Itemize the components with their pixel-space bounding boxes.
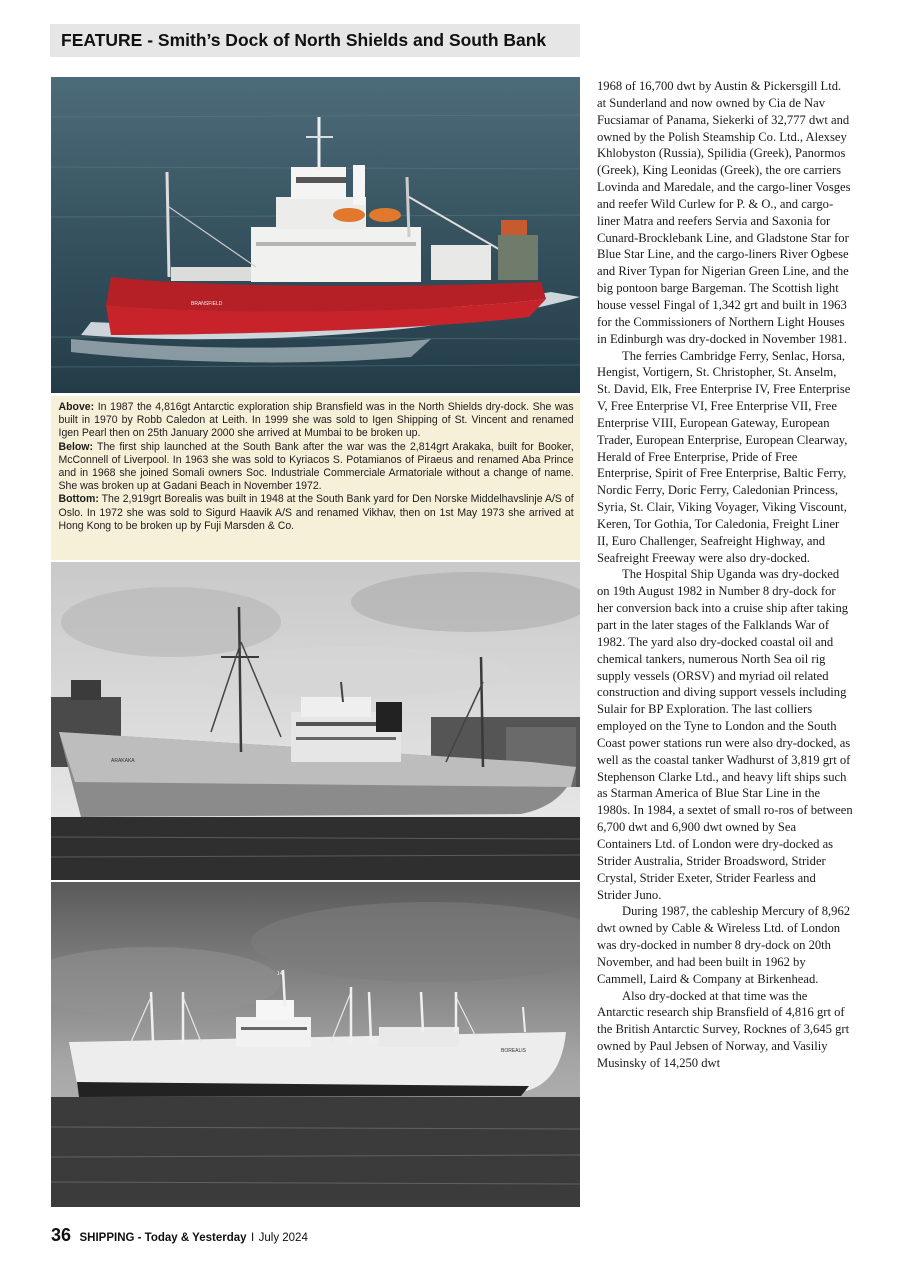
page-footer xyxy=(51,1225,308,1246)
article-paragraph: 1968 of 16,700 dwt by Austin & Pickersgill Ltd. at Sunderland and now owned by Cia de Nav Fucsiamar of Panama, Siekerki of 32,777 dwt and owned by the Polish Steamship Co. Ltd., Alexsey Khlobyston (Russia), Spilidia (Greek), Panormos (Greek), King Leonidas (Greek), the ore carriers Lovinda and Maredale, and the cargo-liner Vosges and reefer Wild Curlew for P. & O., and cargo-liner Matra and reefers Servia and Saxonia for Cunard-Brocklebank Line, and Gladstone Star for Blue Star Line, and the cargo-liners River Ogbese and River Typan for Nigerian Green Line, and the big pontoon barge Bargeman. The Scottish light house vessel Fingal of 1,342 grt and built in 1963 for the Commissioners of Northern Light Houses in Edinburgh was dry-docked in November 1981. xyxy=(597,79,851,346)
page-number: 36 xyxy=(51,1225,72,1245)
caption-bottom: Bottom: The 2,919grt Borealis was built in 1948 at the South Bank yard for Den Norske Middelhavslinje A/S of Oslo. In 1972 she was sold to Sigurd Haavik A/S and renamed Vikhav, then on 1st May 1973 she arrived at Hong Kong to be broken up by Fuji Marsden & Co. xyxy=(58,493,574,532)
photo-borealis xyxy=(51,882,580,1207)
article-paragraph: The ferries Cambridge Ferry, Senlac, Horsa, Hengist, Vortigern, St. Christopher, St. Anselm, St. David, Elk, Free Enterprise IV, Free Enterprise V, Free Enterprise VI, Free Enterprise VII, Free Enterprise VIII, European Gateway, European Trader, European Enterprise, European Clearway, Herald of Free Enterprise, Pride of Free Enterprise, Spirit of Free Enterprise, Baltic Ferry, Nordic Ferry, Doric Ferry, Caledonian Princess, Syria, St. Clair, Viking Voyager, Viking Viscount, Keren, Tor Gothia, Tor Caledonia, Freight Liner II, Euro Challenger, Seafreight Highway, and Seafreight Freeway were also dry-docked. xyxy=(597,348,851,565)
article-column xyxy=(597,78,853,1072)
feature-title: FEATURE - Smith’s Dock of North Shields and South Bank xyxy=(61,30,547,50)
mast-flag-text: 14 xyxy=(277,971,283,977)
caption-above: Above: In 1987 the 4,816gt Antarctic exploration ship Bransfield was in the North Shields dry-dock. She was built in 1970 by Robb Caledon at Leith. In 1999 she was sold to Igen Shipping of St. Vincent and renamed Igen Pearl then on 25th January 2000 she arrived at Mumbai to be broken up. xyxy=(58,401,574,440)
photo-captions xyxy=(51,396,580,560)
caption-below: Below: The first ship launched at the South Bank after the war was the 2,814grt Arakaka, built for Booker, McConnell of Liverpool. In 1963 she was sold to Kyriacos S. Potamianos of Piraeus and renamed Aba Prince and in 1968 she joined Somali owners Soc. Industriale Commerciale Armatoriale without a change of name. She was broken up at Gadani Beach in November 1972. xyxy=(58,440,574,493)
footer-separator: I xyxy=(250,1232,255,1244)
issue-date: July 2024 xyxy=(258,1232,308,1244)
article-paragraph: Also dry-docked at that time was the Antarctic research ship Bransfield of 4,816 grt of the British Antarctic Survey, Rocknes of 3,645 grt owned by Paul Jebsen of Norway, and Vasiliy Musinsky of 14,250 dwt xyxy=(597,988,850,1070)
magazine-title: SHIPPING - Today & Yesterday xyxy=(79,1232,247,1244)
hull-name-arakaka: ARAKAKA xyxy=(111,758,135,764)
photo-arakaka xyxy=(51,562,580,880)
hull-name-bransfield: BRANSFIELD xyxy=(191,301,223,307)
feature-header xyxy=(50,24,580,57)
article-paragraph: During 1987, the cableship Mercury of 8,962 dwt owned by Cable & Wireless Ltd. of London was dry-docked in number 8 dry-dock on 20th November, and had been built in 1962 by Cammell, Laird & Company at Birkenhead. xyxy=(597,904,851,986)
photo-bransfield xyxy=(51,77,580,393)
article-paragraph: The Hospital Ship Uganda was dry-docked on 19th August 1982 in Number 8 dry-dock for her conversion back into a cruise ship after taking part in the later stages of the Falklands War of 1982. The yard also dry-docked coastal oil and chemical tankers, numerous North Sea oil rig supply vessels (ORSV) and myriad oil related construction and diving support vessels including Sulair for BP Exploration. The last colliers employed on the Tyne to London and the South Coast power stations run were also dry-docked, as well as the coastal tanker Wadhurst of 3,819 grt of Stephenson Clarke Ltd., and heavy lift ships such as Starman America of Blue Star Line in the 1980s. In 1984, a sextet of small ro-ros of between 6,700 dwt and 6,900 dwt owned by Sea Containers Ltd. of London were dry-docked as Strider Australia, Strider Broadsword, Strider Crystal, Strider Exeter, Strider Fearless and Strider Juno. xyxy=(597,567,853,902)
hull-name-borealis: BOREALIS xyxy=(501,1048,527,1054)
